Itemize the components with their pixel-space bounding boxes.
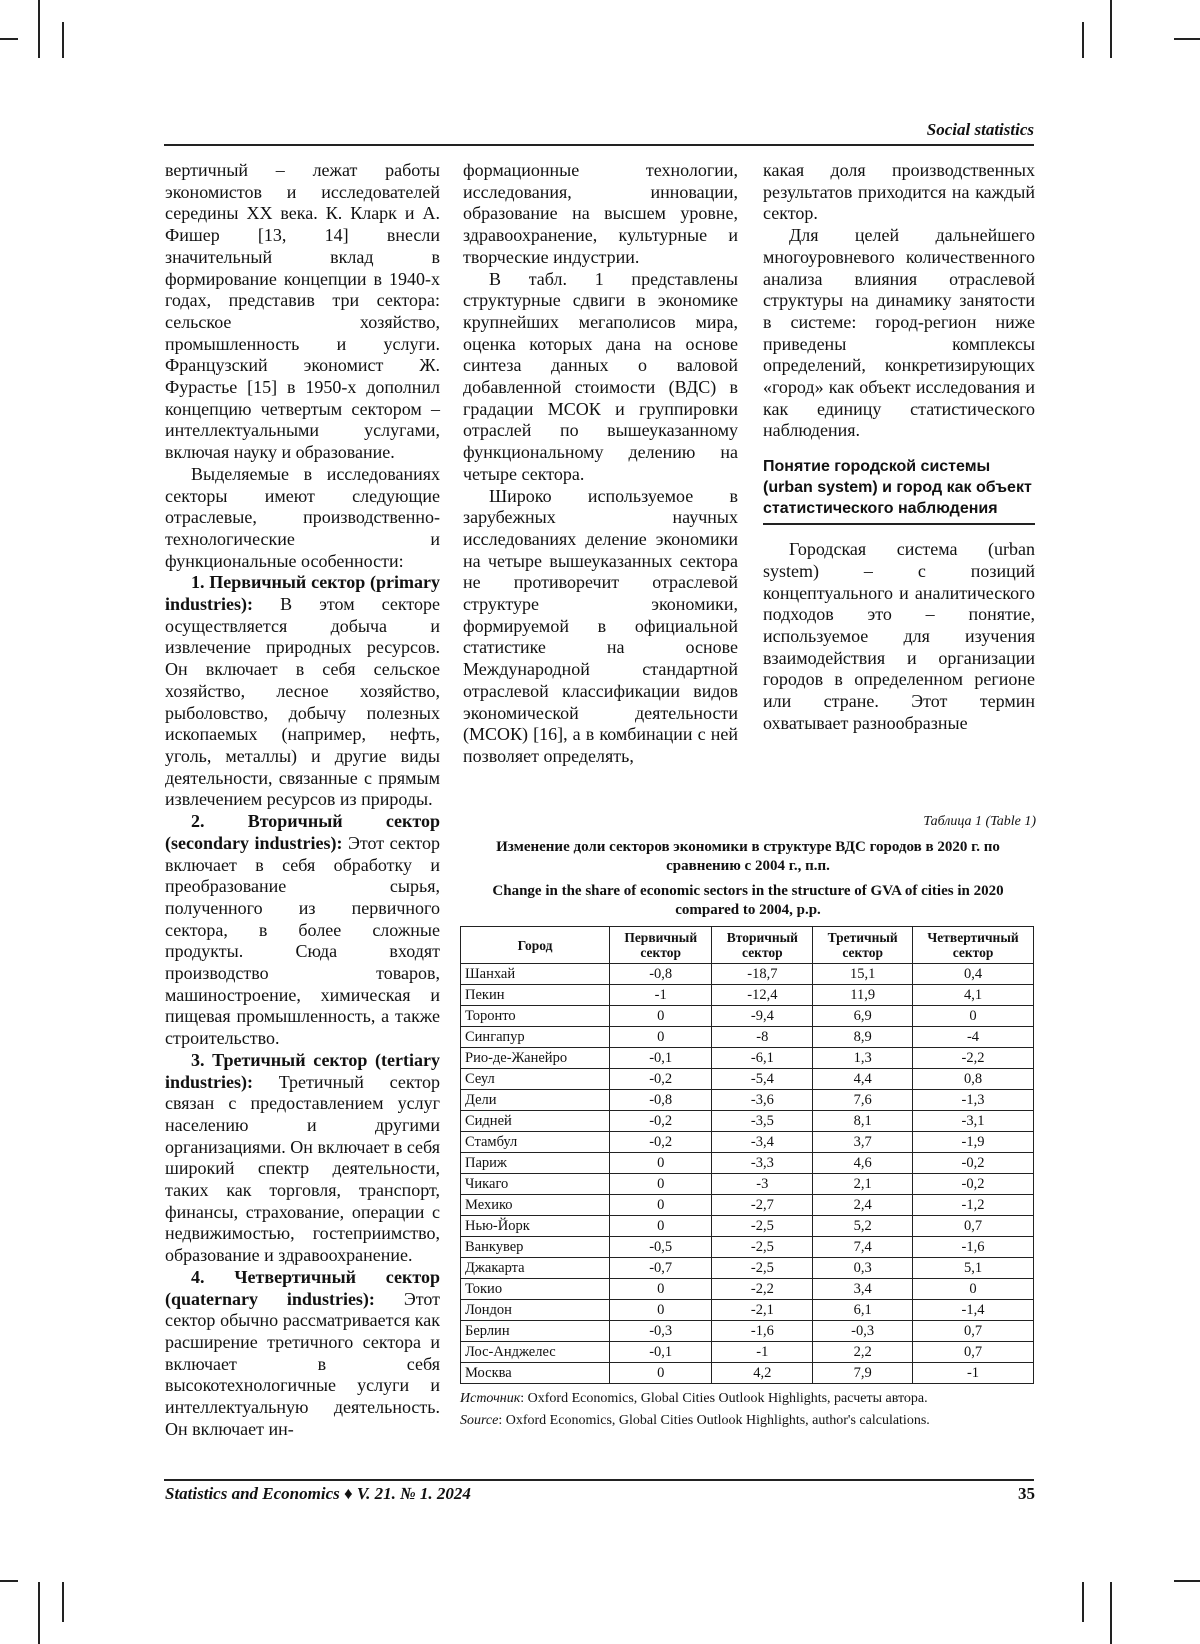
table-row (461, 1069, 1034, 1090)
text-column-1 (165, 160, 440, 1440)
city-cell: Джакарта (461, 1258, 610, 1279)
city-cell: Лондон (461, 1300, 610, 1321)
data-table (460, 926, 1034, 1384)
table-row (461, 1090, 1034, 1111)
value-cell: 6,1 (813, 1300, 913, 1321)
table-row (461, 964, 1034, 985)
city-cell: Дели (461, 1090, 610, 1111)
value-cell: -2,1 (712, 1300, 813, 1321)
crop-mark (0, 1580, 18, 1582)
table-row (461, 1258, 1034, 1279)
value-cell: 7,9 (813, 1363, 913, 1384)
text-column-2 (463, 160, 738, 768)
paragraph: Выделяемые в исследованиях секторы имеют следующие отраслевые, производственно-технологические и функциональные особенности: (165, 463, 440, 571)
list-item-text: Этот сектор включает в себя обработку и преобразование сырья, полученного из первичного сектора, в более сложные продукты. Сюда входят производство товаров, машиностроение, химическая и пищевая промышленность, а также строительство. (165, 832, 440, 1049)
value-cell: -0,2 (610, 1069, 712, 1090)
value-cell: -2,5 (712, 1216, 813, 1237)
value-cell: -0,2 (913, 1153, 1034, 1174)
value-cell: 0,7 (913, 1216, 1034, 1237)
text-column-3 (763, 160, 1035, 734)
value-cell: 7,4 (813, 1237, 913, 1258)
city-cell: Чикаго (461, 1174, 610, 1195)
value-cell: 0 (610, 1300, 712, 1321)
journal-citation: Statistics and Economics ♦ V. 21. № 1. 2024 (165, 1484, 471, 1503)
city-cell: Мехико (461, 1195, 610, 1216)
column-header: Город (461, 927, 610, 964)
value-cell: -0,7 (610, 1258, 712, 1279)
table-title-en: Change in the share of economic sectors in the structure of GVA of cities in 2020 compared to 2004, p.p. (492, 883, 1004, 918)
value-cell: 0,7 (913, 1342, 1034, 1363)
value-cell: 0 (913, 1279, 1034, 1300)
value-cell: -0,8 (610, 964, 712, 985)
value-cell: 5,1 (913, 1258, 1034, 1279)
value-cell: 11,9 (813, 985, 913, 1006)
list-item-text: В этом секторе осуществляется добыча и извлечение природных ресурсов. Он включает в себя сельское хозяйство, лесное хозяйство, рыболовство, добычу полезных ископаемых (например, нефть, уголь, металлы) и другие виды деятельности, связанные с прямым извлечением ресурсов из природы. (165, 594, 440, 810)
crop-mark (62, 22, 64, 58)
table-row (461, 1027, 1034, 1048)
table-header-row (461, 927, 1034, 964)
paragraph: вертичный – лежат работы экономистов и исследователей середины XX века. К. Кларк и А. Фишер [13, 14] внесли значительный вклад в формирование концепции в 1940-х годах, представив три сектора: сельское хозяйство, промышленность и услуги. Французский экономист Ж. Фурастье [15] в 1950-х дополнил концепцию четвертым сектором – интеллектуальными услугами, включая науку и образование. (165, 160, 440, 463)
value-cell: -12,4 (712, 985, 813, 1006)
value-cell: 2,4 (813, 1195, 913, 1216)
value-cell: -0,2 (610, 1111, 712, 1132)
value-cell: 2,2 (813, 1342, 913, 1363)
table-row (461, 1216, 1034, 1237)
header-rule (164, 144, 1034, 146)
source-text: : Oxford Economics, Global Cities Outlook Highlights, author's calculations. (498, 1413, 930, 1428)
table-source-ru (460, 1388, 1036, 1410)
city-cell: Сеул (461, 1069, 610, 1090)
city-cell: Берлин (461, 1321, 610, 1342)
value-cell: -0,3 (813, 1321, 913, 1342)
value-cell: -1,9 (913, 1132, 1034, 1153)
city-cell: Шанхай (461, 964, 610, 985)
value-cell: 2,1 (813, 1174, 913, 1195)
table-row (461, 1279, 1034, 1300)
list-item-secondary (165, 811, 440, 1050)
value-cell: 0 (610, 1195, 712, 1216)
value-cell: 0 (610, 1174, 712, 1195)
source-text: : Oxford Economics, Global Cities Outlook Highlights, расчеты автора. (520, 1391, 928, 1406)
crop-mark (0, 38, 18, 40)
paragraph: Городская система (urban system) – с позиций концептуального и аналитического подходов это – понятие, используемое для изучения взаимодействия и организации городов в определенном регионе или стране. Этот термин охватывает разнообразные (763, 539, 1035, 733)
list-item-quaternary (165, 1267, 440, 1441)
value-cell: -1 (913, 1363, 1034, 1384)
city-cell: Сидней (461, 1111, 610, 1132)
value-cell: -2,5 (712, 1258, 813, 1279)
list-item-term: 4. Четвертичный сектор (quaternary industries): (165, 1266, 440, 1309)
city-cell: Рио-де-Жанейро (461, 1048, 610, 1069)
value-cell: -9,4 (712, 1006, 813, 1027)
value-cell: 0,3 (813, 1258, 913, 1279)
value-cell: -1 (712, 1342, 813, 1363)
table-row (461, 1237, 1034, 1258)
value-cell: -3,3 (712, 1153, 813, 1174)
table-row (461, 1363, 1034, 1384)
value-cell: 8,9 (813, 1027, 913, 1048)
column-header: Первичный сектор (610, 927, 712, 964)
value-cell: 0 (610, 1363, 712, 1384)
value-cell: -0,2 (610, 1132, 712, 1153)
value-cell: -8 (712, 1027, 813, 1048)
column-header: Четвертичный сектор (913, 927, 1034, 964)
value-cell: 0 (610, 1279, 712, 1300)
crop-mark (1110, 0, 1112, 58)
city-cell: Нью-Йорк (461, 1216, 610, 1237)
table-row (461, 985, 1034, 1006)
list-item-term: 3. Третичный сектор (tertiary industries): (165, 1049, 440, 1092)
crop-mark (1110, 1582, 1112, 1644)
value-cell: 4,6 (813, 1153, 913, 1174)
value-cell: 0,8 (913, 1069, 1034, 1090)
crop-mark (1174, 1580, 1200, 1582)
city-cell: Стамбул (461, 1132, 610, 1153)
value-cell: -2,7 (712, 1195, 813, 1216)
value-cell: 0,4 (913, 964, 1034, 985)
table-row (461, 1342, 1034, 1363)
crop-mark (1082, 22, 1084, 58)
running-head: Social statistics (926, 120, 1034, 139)
value-cell: 0 (610, 1216, 712, 1237)
value-cell: 7,6 (813, 1090, 913, 1111)
city-cell: Торонто (461, 1006, 610, 1027)
crop-mark (62, 1582, 64, 1622)
value-cell: -18,7 (712, 964, 813, 985)
value-cell: -1,2 (913, 1195, 1034, 1216)
city-cell: Сингапур (461, 1027, 610, 1048)
crop-mark (38, 0, 40, 58)
value-cell: 0 (913, 1006, 1034, 1027)
value-cell: -3,5 (712, 1111, 813, 1132)
value-cell: 6,9 (813, 1006, 913, 1027)
table-row (461, 1111, 1034, 1132)
section-heading: Понятие городской системы (urban system) и город как объект статистического наблюдения (763, 456, 1035, 525)
city-cell: Пекин (461, 985, 610, 1006)
paragraph: Для целей дальнейшего многоуровневого количественного анализа влияния отраслевой структуры на динамику занятости в системе: город-регион ниже приведены комплексы определений, конкретизирующих «город» как объект исследования и как единицу статистического наблюдения. (763, 225, 1035, 441)
table-row (461, 1132, 1034, 1153)
value-cell: -0,5 (610, 1237, 712, 1258)
value-cell: 3,4 (813, 1279, 913, 1300)
city-cell: Париж (461, 1153, 610, 1174)
value-cell: -0,2 (913, 1174, 1034, 1195)
value-cell: -1,4 (913, 1300, 1034, 1321)
list-item-term: 2. Вторичный сектор (secondary industries): (165, 811, 440, 853)
value-cell: -5,4 (712, 1069, 813, 1090)
value-cell: -0,1 (610, 1342, 712, 1363)
value-cell: -1,6 (913, 1237, 1034, 1258)
value-cell: 1,3 (813, 1048, 913, 1069)
crop-mark (1174, 38, 1200, 40)
value-cell: -0,1 (610, 1048, 712, 1069)
list-item-term: 1. Первичный сектор (primary industries): (165, 572, 440, 615)
table-title-ru: Изменение доли секторов экономики в структуре ВДС городов в 2020 г. по сравнению с 2004 г., п.п. (496, 839, 1000, 874)
list-item-text: Третичный сектор связан с предоставлением услуг населению и другими организациями. Он включает в себя широкий спектр деятельности, таких как торговля, транспорт, финансы, страхование, операции с недвижимостью, гостеприимство, образование и здравоохранение. (165, 1071, 441, 1266)
value-cell: -2,5 (712, 1237, 813, 1258)
table-source-en (460, 1410, 1036, 1432)
value-cell: -1,3 (913, 1090, 1034, 1111)
table-block (460, 814, 1036, 1432)
table-row (461, 1048, 1034, 1069)
value-cell: -1,6 (712, 1321, 813, 1342)
table-row (461, 1321, 1034, 1342)
value-cell: 8,1 (813, 1111, 913, 1132)
value-cell: 3,7 (813, 1132, 913, 1153)
table-row (461, 1195, 1034, 1216)
crop-mark (38, 1582, 40, 1644)
city-cell: Москва (461, 1363, 610, 1384)
source-label: Source (460, 1413, 499, 1428)
value-cell: -3,1 (913, 1111, 1034, 1132)
paragraph: формационные технологии, исследования, инновации, образование на высшем уровне, здравоохранение, культурные и творческие индустрии. (463, 160, 738, 267)
city-cell: Ванкувер (461, 1237, 610, 1258)
city-cell: Лос-Анджелес (461, 1342, 610, 1363)
value-cell: 0 (610, 1027, 712, 1048)
value-cell: 15,1 (813, 964, 913, 985)
paragraph: Широко используемое в зарубежных научных исследованиях деление экономики на четыре вышеуказанных сектора не противоречит отраслевой структуре экономики, формируемой в официальной статистике на основе Международной стандартной отраслевой классификации видов экономической деятельности (МСОК) [16], а в комбинации с ней позволяет определять, (463, 485, 738, 766)
table-row (461, 1174, 1034, 1195)
paragraph: какая доля производственных результатов приходится на каждый сектор. (763, 160, 1035, 224)
value-cell: 0 (610, 1006, 712, 1027)
value-cell: -2,2 (913, 1048, 1034, 1069)
value-cell: -4 (913, 1027, 1034, 1048)
crop-mark (1082, 1582, 1084, 1622)
value-cell: -0,8 (610, 1090, 712, 1111)
value-cell: -3,4 (712, 1132, 813, 1153)
value-cell: -3 (712, 1174, 813, 1195)
table-label: Таблица 1 (Table 1) (923, 814, 1036, 829)
paragraph: В табл. 1 представлены структурные сдвиги в экономике крупнейших мегаполисов мира, оценка которых дана на основе синтеза данных о валовой добавленной стоимости (ВДС) в градации МСОК и группировки отраслей по вышеуказанному функциональному делению на четыре сектора. (463, 268, 738, 484)
list-item-tertiary (165, 1050, 440, 1267)
table-body (461, 964, 1034, 1384)
list-item-text: Этот сектор обычно рассматривается как расширение третичного сектора и включает в себя высокотехнологичные услуги и интеллектуальную деятельность. Он включает ин- (165, 1288, 441, 1439)
table-row (461, 1153, 1034, 1174)
value-cell: -1 (610, 985, 712, 1006)
source-label: Источник (460, 1391, 521, 1406)
page-number: 35 (1018, 1484, 1035, 1503)
value-cell: -0,3 (610, 1321, 712, 1342)
list-item-primary (165, 572, 440, 811)
footer-rule (164, 1479, 1034, 1481)
value-cell: 4,2 (712, 1363, 813, 1384)
value-cell: 4,1 (913, 985, 1034, 1006)
value-cell: 4,4 (813, 1069, 913, 1090)
table-row (461, 1300, 1034, 1321)
value-cell: -2,2 (712, 1279, 813, 1300)
value-cell: 0 (610, 1153, 712, 1174)
column-header: Третичный сектор (813, 927, 913, 964)
table-row (461, 1006, 1034, 1027)
city-cell: Токио (461, 1279, 610, 1300)
value-cell: -6,1 (712, 1048, 813, 1069)
value-cell: -3,6 (712, 1090, 813, 1111)
column-header: Вторичный сектор (712, 927, 813, 964)
value-cell: 0,7 (913, 1321, 1034, 1342)
value-cell: 5,2 (813, 1216, 913, 1237)
